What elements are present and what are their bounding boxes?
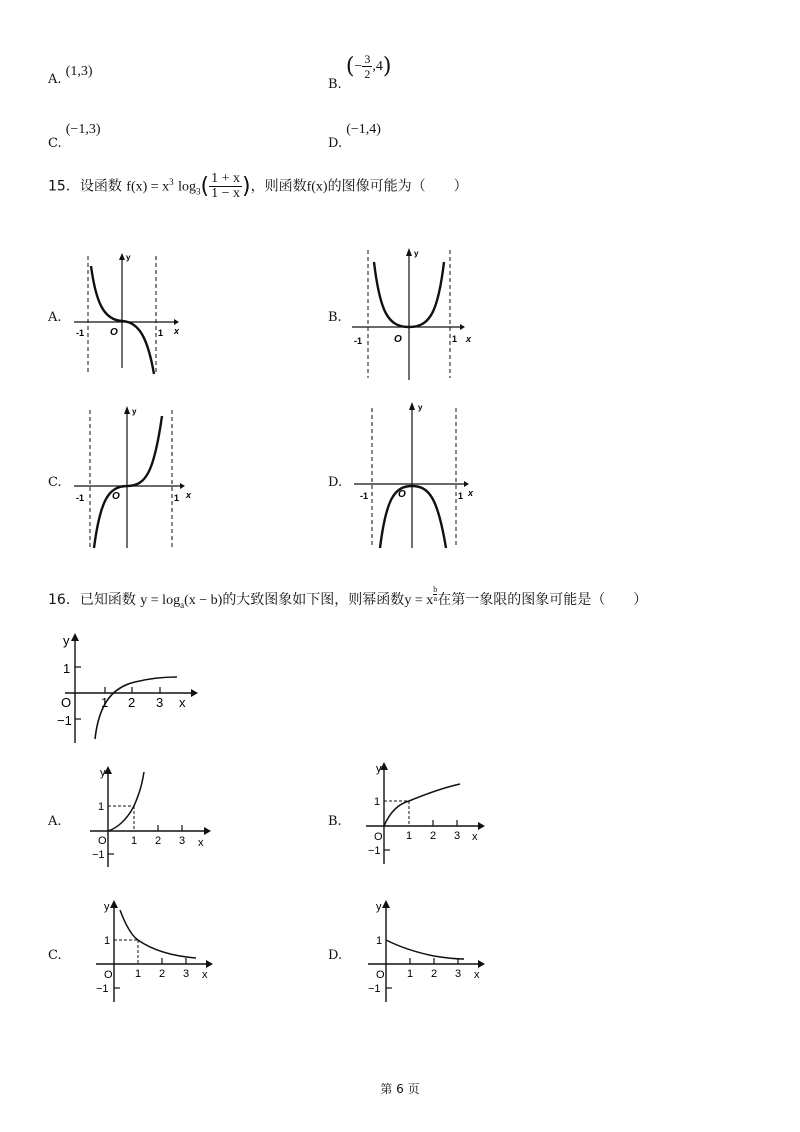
q16-option-d-letter: D. [328,948,343,963]
option-letter: B. [328,77,342,92]
x-tick-2: 2 [128,695,136,710]
y-axis-label: y [104,901,110,913]
x-axis-label: x [474,969,480,981]
frac-numerator: 3 [364,52,371,66]
q15-option-a-letter: A. [48,310,62,325]
neg-one-label: -1 [354,336,363,346]
q15-graph-b [348,242,478,382]
q16-option-b-letter: B. [328,814,342,829]
y-tick-neg-one: −1 [57,713,72,728]
x-tick-3: 3 [156,695,164,710]
x-tick-1: 1 [135,968,142,980]
x-axis-label: x [466,334,472,344]
frac-denominator: 1 − x [211,186,241,201]
question-text: 的图像可能为（ ） [327,178,468,195]
pos-one-label: 1 [452,334,458,344]
q15-stem: 15．设函数 $f(x) = x^3$ $\log_3$( $\frac{1 + x}{1 - x}$ )，则函数f(x)的图像可能为（ ） [48,171,468,201]
origin-label: O [98,835,107,847]
x-tick-3: 3 [183,968,190,980]
y-tick-one: 1 [376,935,383,947]
neg-one-label: -1 [360,491,369,501]
x-tick-1: 1 [101,695,109,710]
option-value: (1,3) [65,64,93,79]
q15-option-b-letter: B. [328,310,342,325]
q14-option-b: B. (− $\frac{3}{2}$ ,4) [328,52,392,92]
q14-option-d [328,122,381,151]
x-axis-label: x [472,831,478,843]
x-tick-1: 1 [131,835,138,847]
origin-label: O [398,489,406,500]
y-tick-one: 1 [63,661,71,676]
y-axis-label: y [414,249,419,258]
x-tick-2: 2 [159,968,166,980]
question-number: 16． [48,592,80,608]
question-text: 设函数 [79,178,122,195]
y-tick-one: 1 [104,935,111,947]
x-axis-label: x [198,837,204,849]
frac-denominator: 2 [364,67,371,81]
x-tick-2: 2 [430,830,437,842]
y-axis-label: y [100,767,106,779]
y-axis-label: y [63,633,70,648]
x-tick-2: 2 [155,835,162,847]
question-text: 在第一象限的图象可能是（ ） [437,592,648,608]
q15-option-c-letter: C. [48,475,62,490]
q16-graph-d [364,896,494,1006]
x-tick-3: 3 [454,830,461,842]
x-axis-label: x [186,490,192,500]
question-text: ，则函数 [250,178,307,195]
origin-label: O [394,334,402,345]
frac-numerator: 1 + x [211,171,241,186]
question-text: 已知函数 [79,592,136,608]
origin-label: O [112,491,120,502]
neg-one-label: -1 [76,493,85,503]
q14-option-c [48,122,101,151]
option-sign: − [354,59,363,74]
x-axis-label: x [468,488,474,498]
x-axis-label: x [202,969,208,981]
y-tick-one: 1 [374,796,381,808]
option-letter: C. [48,136,62,151]
x-tick-1: 1 [406,830,413,842]
origin-label: O [61,695,72,710]
pos-one-label: 1 [458,491,464,501]
x-axis-label: x [179,695,186,710]
y-tick-neg-one: −1 [368,983,381,995]
question-number: 15． [48,178,80,195]
function-arg: (x − b) [184,593,223,608]
y-tick-one: 1 [98,801,105,813]
pos-one-label: 1 [174,493,180,503]
q15-graph-d [350,400,480,550]
function-expr: f(x) = x [126,179,170,195]
function-expr: f(x) [306,179,328,195]
q16-main-graph [55,625,205,745]
y-tick-neg-one: −1 [92,849,105,861]
q16-graph-b [362,758,492,868]
y-axis-label: y [132,407,137,416]
q16-graph-c [92,896,222,1006]
log-base: a [180,599,185,610]
q15-graph-a [70,248,190,378]
q16-option-a-letter: A. [48,814,62,829]
option-value: (−1,3) [65,122,101,137]
x-tick-2: 2 [431,968,438,980]
exponent-numerator: b [433,585,438,594]
origin-label: O [110,327,118,338]
y-axis-label: y [376,763,382,775]
q16-stem [48,586,647,610]
question-text: 的大致图象如下图，则幂函数 [222,592,405,608]
x-tick-3: 3 [455,968,462,980]
y-axis-label: y [418,403,423,412]
origin-label: O [104,969,113,981]
neg-one-label: -1 [76,328,85,338]
origin-label: O [374,831,383,843]
option-letter: A. [48,72,62,87]
q15-option-d-letter: D. [328,475,343,490]
function-expr: y = log [140,593,181,608]
y-axis-label: y [126,253,131,262]
exponent-denominator: a [433,594,437,603]
origin-label: O [376,969,385,981]
y-tick-neg-one: −1 [96,983,109,995]
log-symbol: log [178,179,197,195]
exponent: 3 [169,176,174,187]
page-number: 第 6 页 [380,1082,420,1096]
q16-option-c-letter: C. [48,948,62,963]
option-letter: D. [328,136,343,151]
x-axis-label: x [174,326,180,336]
power-expr: y = x [404,593,434,608]
q15-graph-c [70,402,200,552]
log-base: 3 [196,186,201,197]
x-tick-3: 3 [179,835,186,847]
option-value: (−1,4) [346,122,381,137]
y-axis-label: y [376,901,382,913]
y-tick-neg-one: −1 [368,845,381,857]
x-tick-1: 1 [407,968,414,980]
q14-option-a [48,64,93,88]
option-value-rest: ,4 [372,59,383,74]
pos-one-label: 1 [158,328,164,338]
q16-graph-a [86,762,216,872]
